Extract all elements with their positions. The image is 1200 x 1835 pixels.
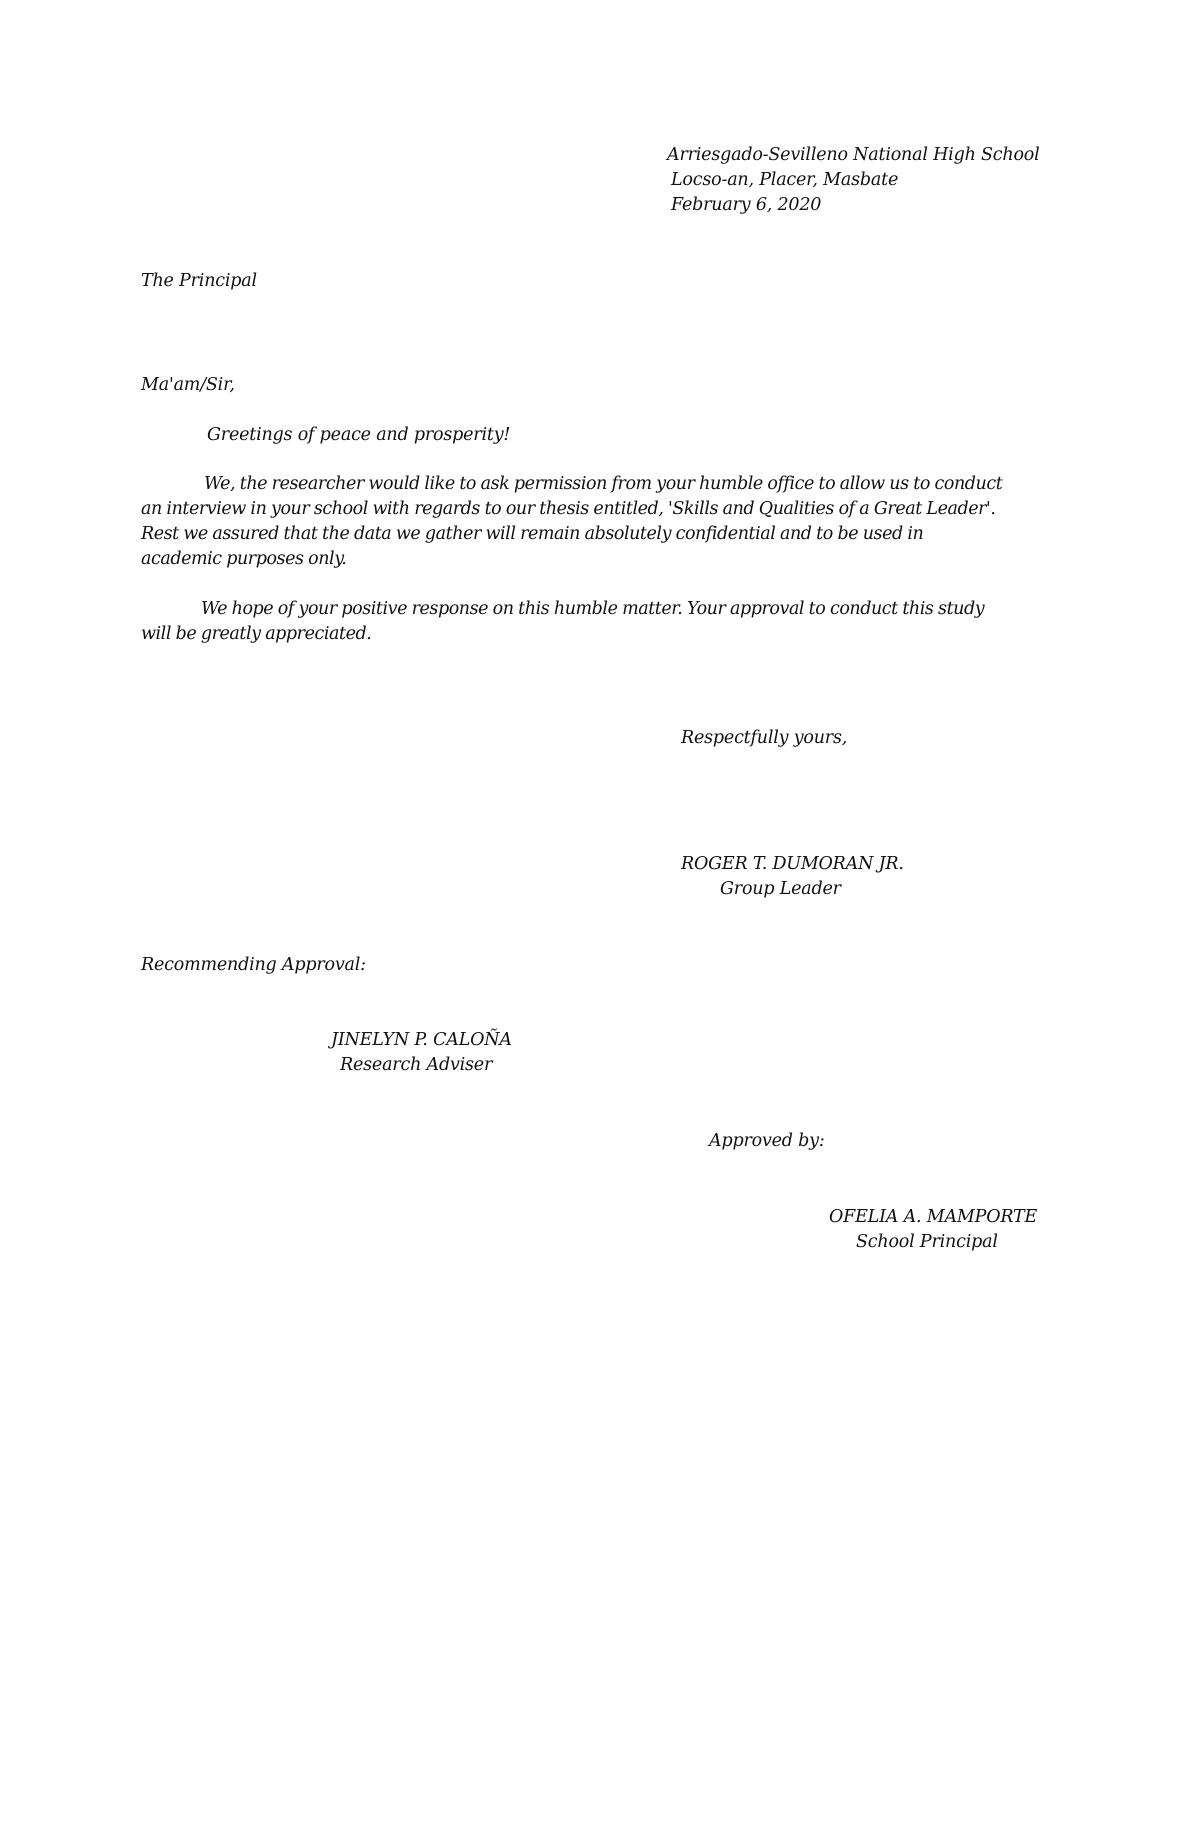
sender-title: Group Leader <box>720 879 841 899</box>
body-paragraph-1-line: We, the researcher would like to ask permission from your humble office to allow us to conduct <box>204 474 1003 494</box>
principal-title: School Principal <box>856 1232 998 1252</box>
recipient: The Principal <box>141 271 257 291</box>
adviser-title: Research Adviser <box>340 1055 493 1075</box>
adviser-name: JINELYN P. CALOÑA <box>331 1030 512 1050</box>
body-paragraph-2 <box>141 597 1066 647</box>
school-address: Locso-an, Placer, Masbate <box>671 170 899 190</box>
body-paragraph-1 <box>141 472 1066 572</box>
body-paragraph-1-line: academic purposes only. <box>141 549 347 569</box>
letter-date: February 6, 2020 <box>671 195 822 215</box>
body-paragraph-2-line: will be greatly appreciated. <box>141 624 372 644</box>
sender-name: ROGER T. DUMORAN JR. <box>681 854 904 874</box>
body-paragraph-1-line: an interview in your school with regards to our thesis entitled, 'Skills and Qualities of a Great Leader'. <box>141 499 996 519</box>
approved-by-label: Approved by: <box>709 1131 825 1151</box>
greeting: Greetings of peace and prosperity! <box>207 425 511 445</box>
school-name: Arriesgado-Sevilleno National High School <box>667 145 1040 165</box>
salutation: Ma'am/Sir, <box>141 375 235 395</box>
body-paragraph-2-line: We hope of your positive response on this humble matter. Your approval to conduct this study <box>201 599 985 619</box>
recommending-approval-label: Recommending Approval: <box>141 955 366 975</box>
principal-name: OFELIA A. MAMPORTE <box>829 1207 1038 1227</box>
closing: Respectfully yours, <box>681 728 848 748</box>
body-paragraph-1-line: Rest we assured that the data we gather will remain absolutely confidential and to be used in <box>141 524 924 544</box>
